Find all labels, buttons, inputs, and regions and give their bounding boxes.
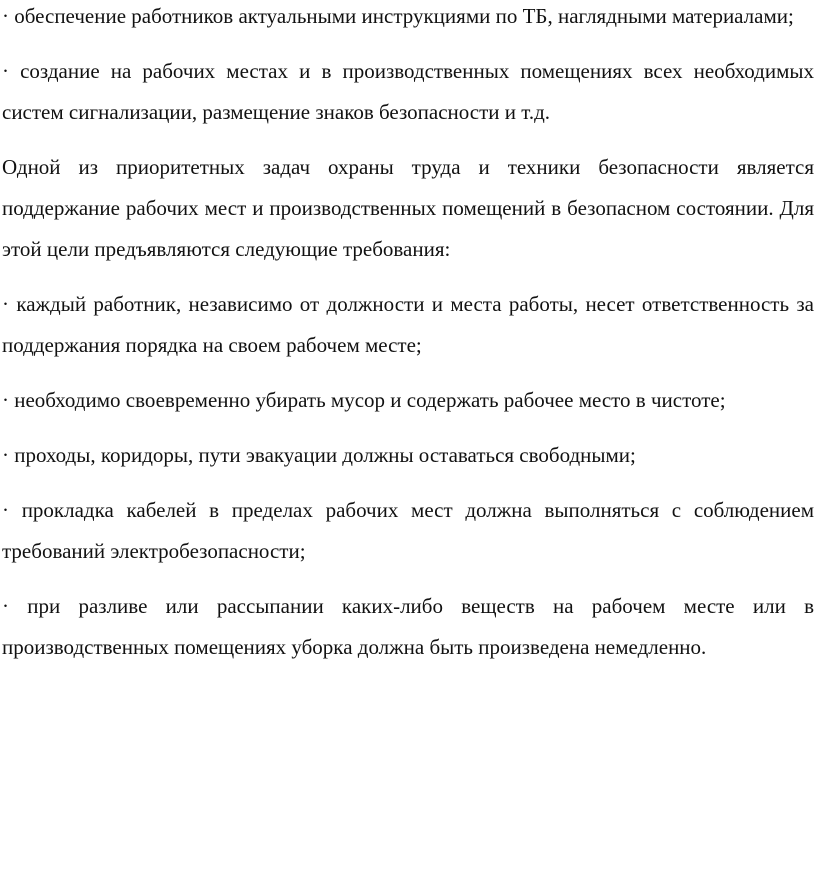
list-item-responsibility: · каждый работник, независимо от должности и места работы, несет ответственность за поддержания порядка на своем рабочем месте; [2, 292, 814, 357]
list-item-spill-cleanup: · при разливе или рассыпании каких-либо веществ на рабочем месте или в производственных помещениях уборка должна быть произведена немедленно. [2, 594, 814, 659]
list-item-signaling-systems: · создание на рабочих местах и в производственных помещениях всех необходимых систем сигнализации, размещение знаков безопасности и т.д. [2, 59, 814, 124]
list-item-instructions: · обеспечение работников актуальными инструкциями по ТБ, наглядными материалами; [2, 4, 794, 28]
list-item-cleanliness: · необходимо своевременно убирать мусор и содержать рабочее место в чистоте; [2, 388, 726, 412]
list-item-cable-laying: · прокладка кабелей в пределах рабочих мест должна выполняться с соблюдением требований электробезопасности; [2, 498, 814, 563]
intro-paragraph-requirements: Одной из приоритетных задач охраны труда и техники безопасности является поддержание рабочих мест и производственных помещений в безопасном состоянии. Для этой цели предъявляются следующие требования: [2, 155, 814, 261]
list-item-evacuation-paths: · проходы, коридоры, пути эвакуации должны оставаться свободными; [2, 443, 636, 467]
